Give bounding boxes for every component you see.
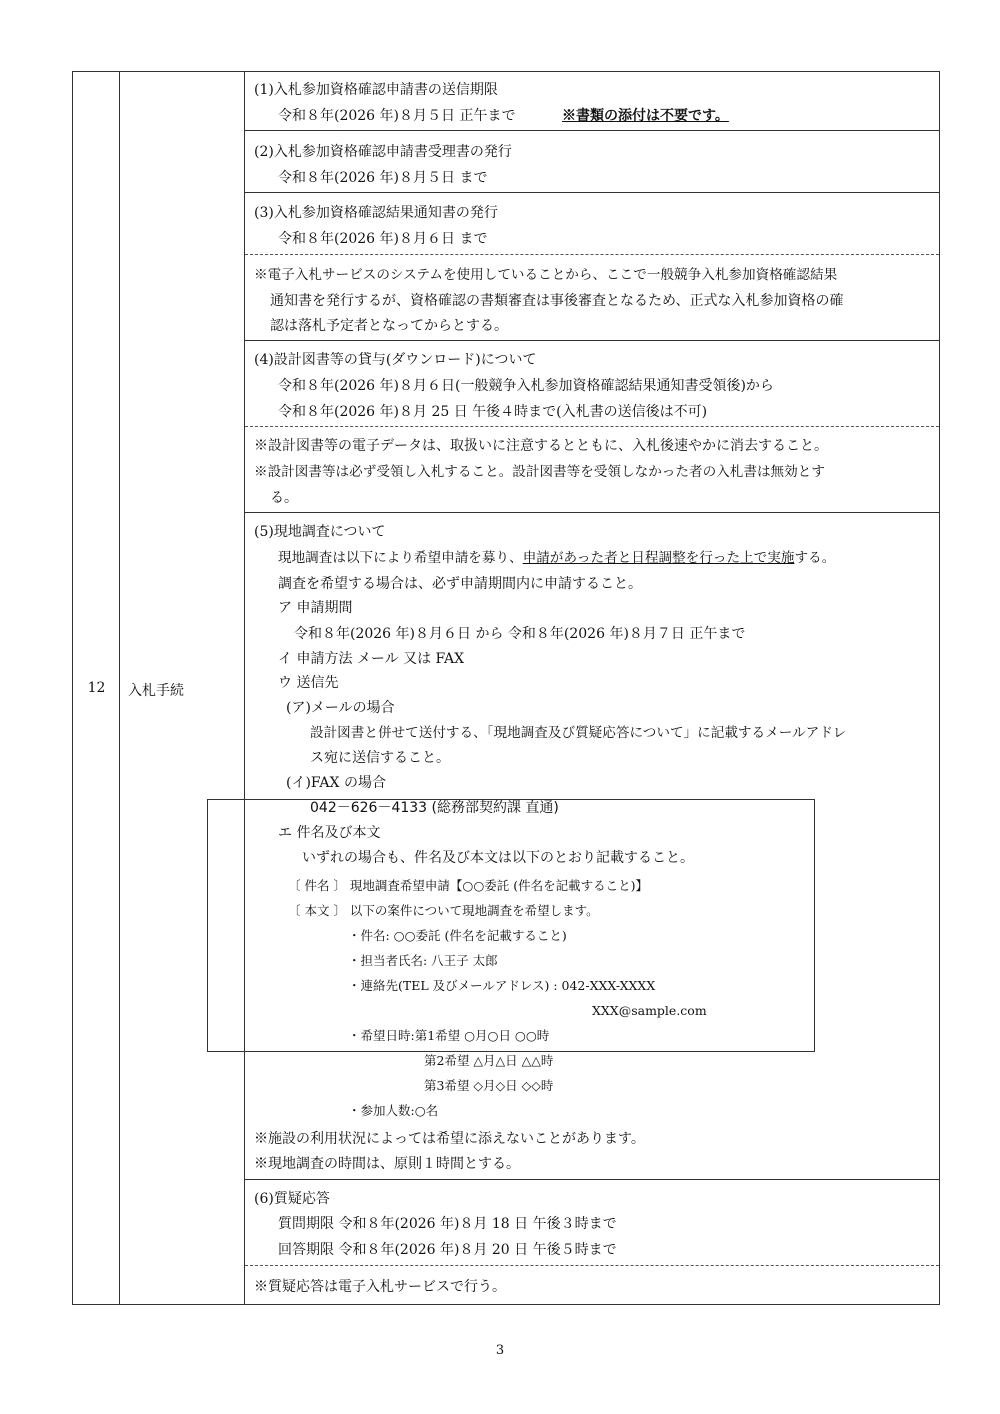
section-5-mail-line-2: ス宛に送信すること。 xyxy=(310,750,450,766)
section-4-title: (4)設計図書等の貸与(ダウンロード)について xyxy=(254,352,537,368)
section-5-fax-heading: (イ)FAX の場合 xyxy=(286,775,386,791)
section-1-title: (1)入札参加資格確認申請書の送信期限 xyxy=(254,82,498,98)
item-number-column xyxy=(73,72,120,1304)
section-6-answer-deadline: 回答期限 令和８年(2026 年)８月 20 日 午後５時まで xyxy=(278,1242,617,1258)
section-3-note-line-1: ※電子入札サービスのシステムを使用していることから、ここで一般競争入札参加資格確認結果 xyxy=(254,267,838,283)
section-1-note: ※書類の添付は不要です。 xyxy=(562,108,729,124)
section-2-title: (2)入札参加資格確認申請書受理書の発行 xyxy=(254,144,512,160)
item-number: 12 xyxy=(87,680,106,696)
section-4-note-line-1: ※設計図書等の電子データは、取扱いに注意するとともに、入札後速やかに消去すること。 xyxy=(254,438,828,454)
template-contact: ・連絡先(TEL 及びメールアドレス) : 042-XXX-XXXX xyxy=(348,978,656,993)
item-label-column xyxy=(120,72,245,1304)
section-5-mail-heading: (ア)メールの場合 xyxy=(286,700,395,716)
template-email: XXX@sample.com xyxy=(592,1003,707,1018)
section-2-date: 令和８年(2026 年)８月５日 まで xyxy=(278,170,488,186)
section-1-date: 令和８年(2026 年)８月５日 正午まで xyxy=(278,108,516,124)
section-6-question-deadline: 質問期限 令和８年(2026 年)８月 18 日 午後３時まで xyxy=(278,1216,617,1232)
section-5-i-heading: イ 申請方法 メール 又は FAX xyxy=(278,651,465,667)
section-4-line-1: 令和８年(2026 年)８月６日(一般競争入札参加資格確認結果通知書受領後)から xyxy=(278,378,774,394)
section-5-e-heading: エ 件名及び本文 xyxy=(278,825,381,841)
section-3-date: 令和８年(2026 年)８月６日 まで xyxy=(278,231,488,247)
section-3-note-line-3: 認は落札予定者となってからとする。 xyxy=(270,318,508,334)
section-5-title: (5)現地調査について xyxy=(254,524,386,540)
section-5-intro-a: 現地調査は以下により希望申請を募り、 xyxy=(278,550,523,566)
section-5-note-1: ※施設の利用状況によっては希望に添えないことがあります。 xyxy=(254,1131,645,1147)
procedure-table xyxy=(72,71,940,1305)
section-5-intro-c: する。 xyxy=(794,550,836,566)
template-person: ・担当者氏名: 八王子 太郎 xyxy=(348,953,498,968)
section-4-note-line-3: る。 xyxy=(270,490,298,506)
template-preference-1: ・希望日時:第1希望 ○月○日 ○○時 xyxy=(348,1028,550,1043)
section-5-intro-line-1 xyxy=(278,548,835,568)
section-5-a-heading: ア 申請期間 xyxy=(278,600,353,616)
section-3-note-line-2: 通知書を発行するが、資格確認の書類審査は事後審査となるため、正式な入札参加資格の確 xyxy=(270,293,844,309)
template-body-heading: 〔 本文 〕 以下の案件について現地調査を希望します。 xyxy=(288,903,599,918)
template-attendee-count: ・参加人数:○名 xyxy=(348,1103,439,1118)
template-preference-3: 第3希望 ◇月◇日 ◇◇時 xyxy=(424,1078,554,1093)
section-4-note-line-2: ※設計図書等は必ず受領し入札すること。設計図書等を受領しなかった者の入札書は無効とす xyxy=(254,464,825,480)
section-3-title: (3)入札参加資格確認結果通知書の発行 xyxy=(254,205,498,221)
section-5-mail-line-1: 設計図書と併せて送付する、「現地調査及び質疑応答について」に記載するメールアドレ xyxy=(310,725,847,741)
template-case-name: ・件名: ○○委託 (件名を記載すること) xyxy=(348,928,567,943)
section-4-line-2: 令和８年(2026 年)８月 25 日 午後４時まで(入札書の送信後は不可) xyxy=(278,404,708,420)
template-subject: 〔 件名 〕 現地調査希望申請【○○委託 (件名を記載すること)】 xyxy=(288,878,648,893)
section-5-note-2: ※現地調査の時間は、原則１時間とする。 xyxy=(254,1156,520,1172)
section-5-e-body: いずれの場合も、件名及び本文は以下のとおり記載すること。 xyxy=(302,850,694,866)
section-5-intro-underlined: 申請があった者と日程調整を行った上で実施 xyxy=(522,550,795,566)
section-6-note: ※質疑応答は電子入札サービスで行う。 xyxy=(254,1279,506,1295)
item-label: 入札手続 xyxy=(128,683,184,699)
request-template-box xyxy=(207,799,815,1052)
section-5-u-heading: ウ 送信先 xyxy=(278,675,339,691)
section-5-a-body: 令和８年(2026 年)８月６日 から 令和８年(2026 年)８月７日 正午まで xyxy=(294,626,746,642)
page-number: 3 xyxy=(495,1343,505,1358)
section-5-intro-line-2: 調査を希望する場合は、必ず申請期間内に申請すること。 xyxy=(278,576,642,592)
section-6-title: (6)質疑応答 xyxy=(254,1191,330,1207)
template-preference-2: 第2希望 △月△日 △△時 xyxy=(424,1053,554,1068)
section-5-fax-number: 042－626－4133 (総務部契約課 直通) xyxy=(310,800,559,816)
